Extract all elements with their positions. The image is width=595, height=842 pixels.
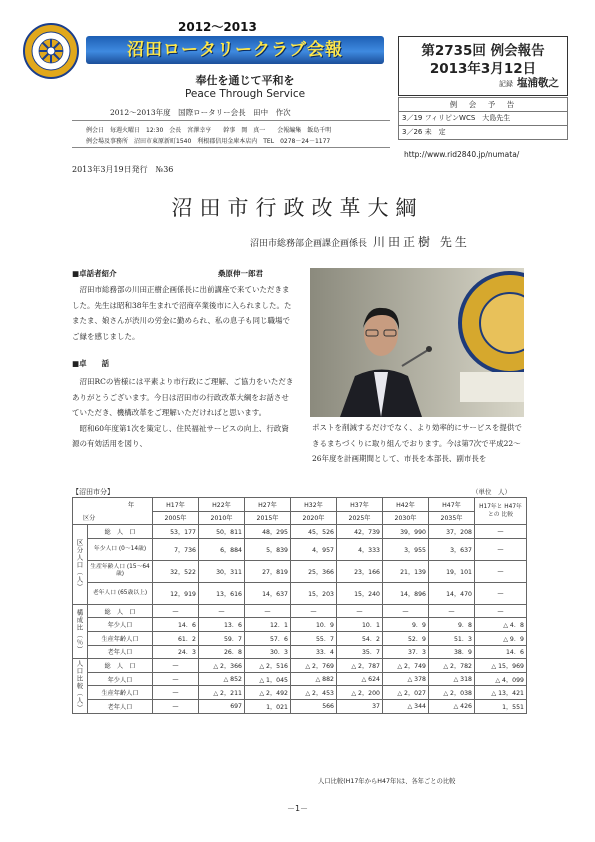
club-website-link[interactable]: http://www.rid2840.jp/numata/	[404, 150, 520, 159]
year-header: H37年	[337, 498, 383, 512]
table-cell: —	[245, 604, 291, 618]
table-cell: 25，366	[291, 560, 337, 582]
table-cell: 14，637	[245, 582, 291, 604]
table-cell: 12．1	[245, 618, 291, 632]
schedule-row: 3／26 未 定	[402, 128, 446, 136]
table-cell: 51．3	[429, 631, 475, 645]
report-box	[398, 36, 568, 96]
schedule-box	[398, 97, 568, 140]
table-cell: 45，526	[291, 525, 337, 539]
table-cell: 13．6	[199, 618, 245, 632]
table-cell: —	[475, 582, 527, 604]
table-unit: （単位 人）	[472, 488, 511, 496]
meeting-date: 2013年3月12日	[429, 61, 537, 77]
table-cell: 24．3	[153, 645, 199, 659]
meeting-number: 第2735回 例会報告	[421, 43, 545, 59]
recorder-name: 塩浦敬之	[517, 77, 559, 89]
row-label: 老年人口	[88, 699, 153, 713]
row-label: 生産年齢人口	[88, 631, 153, 645]
row-label: 総 人 口	[88, 604, 153, 618]
schedule-row: 3／19 フィリピンWCS 大島先生	[399, 112, 567, 126]
club-term: 2012～2013	[178, 20, 257, 34]
table-cell: 53，177	[153, 525, 199, 539]
table-cell: 6，884	[199, 538, 245, 560]
table-cell: △ 378	[383, 672, 429, 686]
row-label: 生産年齢人口 (15～64歳)	[88, 560, 153, 582]
corner-category: 区分	[73, 511, 153, 525]
table-row	[73, 560, 527, 582]
table-cell: 37	[337, 699, 383, 713]
year-header: H27年	[245, 498, 291, 512]
table-cell: △ 9．9	[475, 631, 527, 645]
table-cell: 48，295	[245, 525, 291, 539]
meeting-info: 例会日 毎週火曜日 12:30 会長 宮澤幸亨 幹事 岡 真一 会報編集 飯島千明	[86, 127, 332, 134]
table-cell: 21，139	[383, 560, 429, 582]
table-cell: 57．6	[245, 631, 291, 645]
motto-english: Peace Through Service	[184, 88, 306, 100]
recorder	[499, 75, 559, 90]
table-cell: 23，166	[337, 560, 383, 582]
speech-paragraph-continued: ポストを削減するだけでなく、より効率的にサービスを提供できるまちづくりに取り組んでおります。今は第7次で平成22～26年度を計画期間として、市長を本部長、副市長を	[312, 423, 522, 463]
table-cell: △ 318	[429, 672, 475, 686]
row-label: 総 人 口	[88, 525, 153, 539]
table-row	[73, 631, 527, 645]
table-row	[73, 525, 527, 539]
table-cell: —	[153, 672, 199, 686]
table-cell: 7，736	[153, 538, 199, 560]
row-label: 老年人口 (65歳以上)	[88, 582, 153, 604]
table-cell: —	[475, 538, 527, 560]
header-divider	[72, 147, 390, 148]
table-cell: △ 344	[383, 699, 429, 713]
table-cell: 42，739	[337, 525, 383, 539]
table-cell: 32，522	[153, 560, 199, 582]
row-group-label: 構成比（％）	[73, 604, 88, 658]
speech-heading: ■卓 話	[72, 359, 110, 368]
year-header: H42年	[383, 498, 429, 512]
table-cell: —	[475, 525, 527, 539]
table-cell: △ 2，366	[199, 659, 245, 673]
table-row	[73, 659, 527, 673]
table-row	[73, 686, 527, 700]
year-header-western: 2015年	[245, 511, 291, 525]
table-cell: 30．3	[245, 645, 291, 659]
row-label: 生産年齢人口	[88, 686, 153, 700]
table-cell: 12，919	[153, 582, 199, 604]
article-title: 沼田市行政改革大綱	[171, 196, 424, 220]
table-row	[73, 672, 527, 686]
row-label: 総 人 口	[88, 659, 153, 673]
table-cell: —	[475, 604, 527, 618]
table-cell: —	[153, 699, 199, 713]
table-cell: △ 15，969	[475, 659, 527, 673]
table-cell: 697	[199, 699, 245, 713]
year-header: H22年	[199, 498, 245, 512]
table-row	[73, 699, 527, 713]
table-cell: 5，839	[245, 538, 291, 560]
table-cell: △ 2，769	[291, 659, 337, 673]
club-name-banner: 沼田ロータリークラブ会報	[86, 36, 384, 64]
year-header-western: 2010年	[199, 511, 245, 525]
table-cell: 19，101	[429, 560, 475, 582]
table-row	[73, 582, 527, 604]
row-label: 年少人口 (0～14歳)	[88, 538, 153, 560]
rotary-logo	[22, 22, 80, 80]
comparison-header: H17年と H47年との 比較	[475, 498, 527, 525]
table-cell: 52．9	[383, 631, 429, 645]
year-header-western: 2020年	[291, 511, 337, 525]
speaker-line	[250, 233, 470, 250]
table-cell: △ 2，516	[245, 659, 291, 673]
population-table	[72, 497, 527, 714]
intro-paragraph: 沼田市総務部の川田正樹企画係長に出前講座で来ていただきました。先生は昭和38年生まれで沼商卒業後市に入られました。たまたま、娘さんが渋川の労金に勤められ、私の息子も同じ職場でご縁を感じました。	[72, 285, 292, 341]
corner-year: 年	[73, 498, 153, 512]
table-cell: —	[199, 604, 245, 618]
table-cell: —	[153, 686, 199, 700]
table-cell: 4，333	[337, 538, 383, 560]
introducer-name: 桑原伸一郎君	[218, 269, 263, 278]
table-cell: 38．9	[429, 645, 475, 659]
speech-paragraph: 沼田RCの皆様には平素より市行政にご理解、ご協力をいただきありがとうございます。今日は沼田市の行政改革大綱をお話させていただき、機構改革をご理解いただければと思います。 昭和60年度第1次を策定し、住民福祉サービスの向上、行政資源の有効活用を図り、	[72, 377, 294, 448]
intro-heading: ■卓話者紹介	[72, 269, 117, 278]
table-cell: —	[475, 560, 527, 582]
table-row	[73, 645, 527, 659]
table-cell: 566	[291, 699, 337, 713]
table-cell: △ 1，045	[245, 672, 291, 686]
motto-japanese: 奉仕を通じて平和を	[195, 74, 295, 87]
table-cell: △ 2，749	[383, 659, 429, 673]
table-cell: 14．6	[475, 645, 527, 659]
table-cell: 27，819	[245, 560, 291, 582]
table-cell: 33．4	[291, 645, 337, 659]
table-cell: —	[337, 604, 383, 618]
table-cell: △ 2，492	[245, 686, 291, 700]
table-cell: △ 4．8	[475, 618, 527, 632]
table-cell: —	[153, 659, 199, 673]
table-cell: 35．7	[337, 645, 383, 659]
table-cell: 26．8	[199, 645, 245, 659]
table-cell: —	[153, 604, 199, 618]
table-cell: △ 2，782	[429, 659, 475, 673]
table-cell: 14，470	[429, 582, 475, 604]
table-cell: 13，616	[199, 582, 245, 604]
table-cell: △ 2，453	[291, 686, 337, 700]
table-cell: 3，955	[383, 538, 429, 560]
speaker-photo	[310, 268, 524, 417]
table-cell: △ 2，200	[337, 686, 383, 700]
table-cell: —	[429, 604, 475, 618]
table-cell: △ 624	[337, 672, 383, 686]
table-cell: 37，208	[429, 525, 475, 539]
table-cell: 55．7	[291, 631, 337, 645]
table-header-row	[73, 511, 527, 525]
year-header: H32年	[291, 498, 337, 512]
row-label: 老年人口	[88, 645, 153, 659]
table-row	[73, 604, 527, 618]
table-cell: 59．7	[199, 631, 245, 645]
table-cell: △ 13，421	[475, 686, 527, 700]
table-cell: △ 426	[429, 699, 475, 713]
table-cell: 9．8	[429, 618, 475, 632]
year-header-western: 2025年	[337, 511, 383, 525]
year-header-western: 2035年	[429, 511, 475, 525]
table-cell: 3，637	[429, 538, 475, 560]
office-info: 例会場及事務所 沼田市東原新町1540 利根郡信用金庫本店内 TEL 0278－24－1177	[86, 138, 331, 145]
table-cell: 1，021	[245, 699, 291, 713]
table-row	[73, 618, 527, 632]
table-cell: 54．2	[337, 631, 383, 645]
table-cell: 14，896	[383, 582, 429, 604]
table-note: 人口比較(H17年からH47年)は、各年ごとの比較	[318, 778, 456, 785]
year-header-western: 2005年	[153, 511, 199, 525]
table-title: 【沼田市分】	[72, 488, 114, 496]
table-row	[73, 538, 527, 560]
row-label: 年少人口	[88, 672, 153, 686]
table-cell: 1，551	[475, 699, 527, 713]
table-cell: △ 882	[291, 672, 337, 686]
table-cell: —	[383, 604, 429, 618]
table-cell: 61．2	[153, 631, 199, 645]
row-label: 年少人口	[88, 618, 153, 632]
issue-date: 2013年3月19日発行 №36	[72, 165, 174, 174]
schedule-title: 例 会 予 告	[399, 98, 567, 112]
table-cell: 10．9	[291, 618, 337, 632]
table-cell: 10．1	[337, 618, 383, 632]
table-cell: 39，990	[383, 525, 429, 539]
table-cell: △ 852	[199, 672, 245, 686]
table-cell: △ 2，027	[383, 686, 429, 700]
table-cell: △ 2，211	[199, 686, 245, 700]
header-divider	[72, 120, 390, 121]
table-cell: 14．6	[153, 618, 199, 632]
year-header: H17年	[153, 498, 199, 512]
table-cell: 37．3	[383, 645, 429, 659]
table-cell: —	[291, 604, 337, 618]
table-cell: 50，811	[199, 525, 245, 539]
page-number: －1－	[286, 804, 309, 813]
table-cell: △ 2，038	[429, 686, 475, 700]
table-cell: 15，240	[337, 582, 383, 604]
recorder-label: 記録	[499, 80, 513, 88]
speaker-name: 川田正樹 先生	[373, 235, 470, 249]
table-cell: 30，311	[199, 560, 245, 582]
table-cell: 4，957	[291, 538, 337, 560]
table-cell: 15，203	[291, 582, 337, 604]
table-cell: △ 4，099	[475, 672, 527, 686]
year-header: H47年	[429, 498, 475, 512]
row-group-label: 区分人口（人）	[73, 525, 88, 605]
speaker-role: 沼田市総務部企画課企画係長	[250, 239, 368, 249]
table-cell: 9．9	[383, 618, 429, 632]
ri-president-line: 2012～2013年度 国際ロータリー会長 田中 作次	[110, 108, 291, 117]
year-header-western: 2030年	[383, 511, 429, 525]
table-cell: △ 2，787	[337, 659, 383, 673]
row-group-label: 人口比較（人）	[73, 659, 88, 713]
table-header-row	[73, 498, 527, 512]
